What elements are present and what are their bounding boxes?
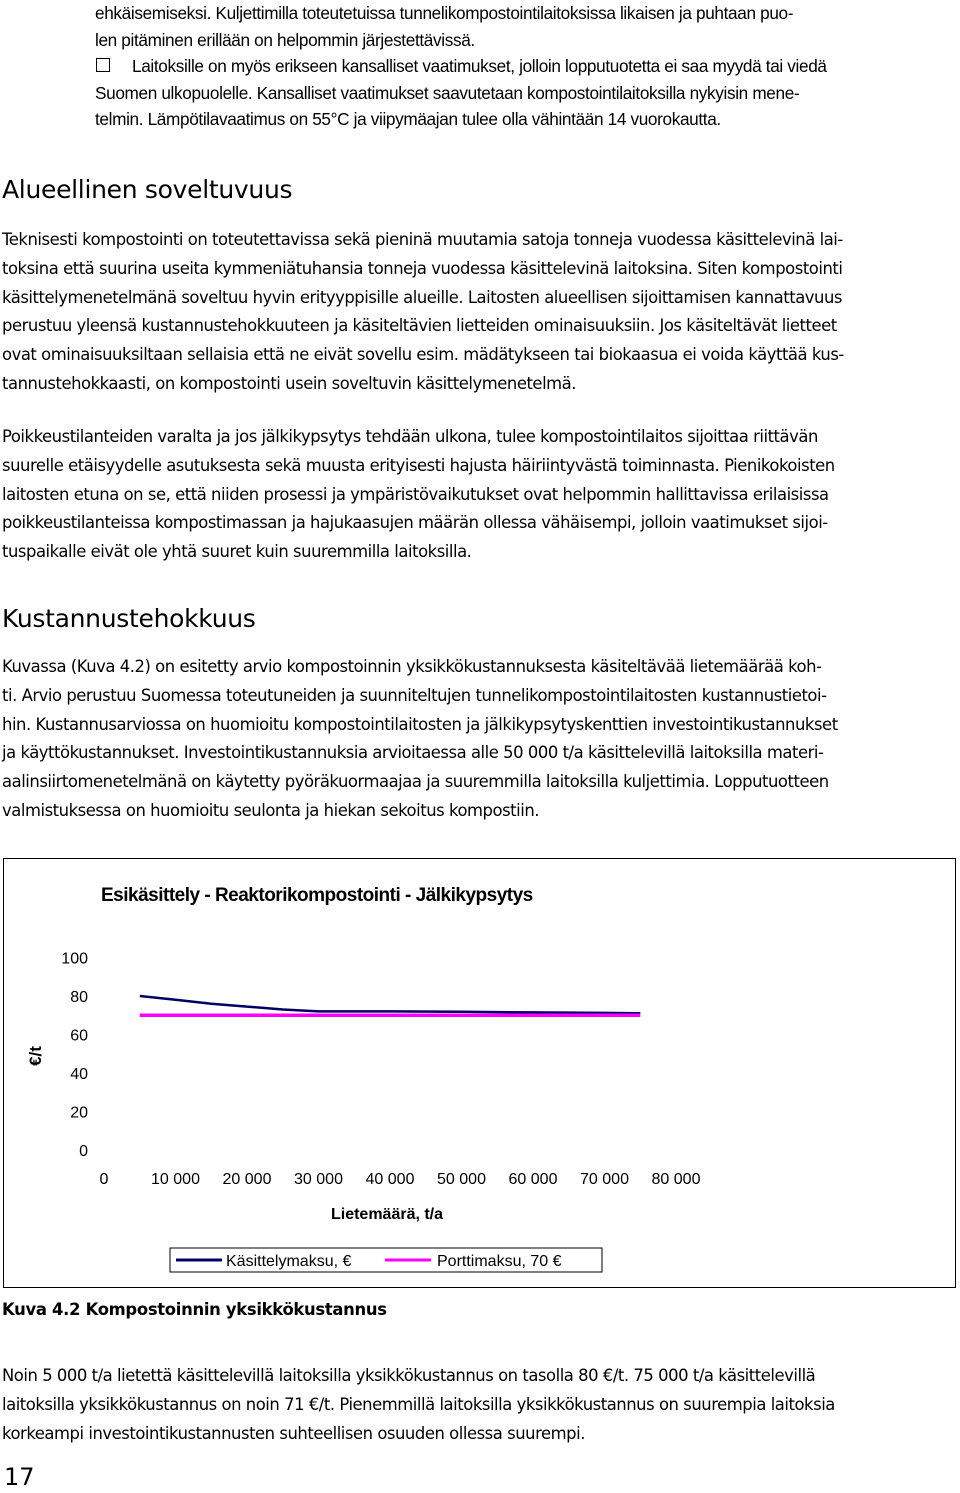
paragraph: [2, 653, 960, 826]
text-line: Laitoksille on myös erikseen kansalliset vaatimukset, jolloin lopputuotetta ei saa myydä tai viedä: [132, 56, 827, 76]
text-line: len pitäminen erillään on helpommin järjestettävissä.: [95, 29, 475, 50]
x-tick-label: 0: [99, 1171, 109, 1188]
text-line: laitosten etuna on se, että niiden prosessi ja ympäristövaikutukset ovat helpommin hallittavissa erilaisissa: [2, 484, 829, 504]
text-line: ti. Arvio perustuu Suomessa toteutuneiden ja suunniteltujen tunnelikompostointilaitosten kustannustietoi-: [2, 685, 827, 705]
x-tick-label: 20 000: [222, 1171, 272, 1188]
text-line: Teknisesti kompostointi on toteutettavissa sekä pieninä muutamia satoja tonneja vuodessa käsittelevinä lai-: [2, 230, 843, 249]
checkbox-bullet-icon: [96, 58, 110, 72]
top-text-block: [95, 0, 960, 133]
y-axis-ticks: [61, 951, 88, 1161]
text-line: aalinsiirtomenetelmänä on käytetty pyöräkuormaajaa ja suuremmilla laitoksilla kuljettimia. Lopputuotteen: [2, 772, 829, 792]
x-axis-label: Lietemäärä, t/a: [330, 1206, 444, 1223]
text-line: ovat ominaisuuksiltaan sellaisia että ne eivät sovellu esim. mädätykseen tai biokaasua ei voida käyttää kus-: [2, 345, 844, 365]
text-line: tannustehokkaasti, on kompostointi usein soveltuvin käsittelymenetelmä.: [2, 373, 577, 393]
x-tick-label: 30 000: [294, 1171, 343, 1188]
text-line: telmin. Lämpötilavaatimus on 55°C ja viipymäajan tulee olla vähintään 14 vuorokautta.: [95, 109, 721, 129]
x-tick-label: 40 000: [365, 1171, 415, 1188]
page-number: 17: [4, 1463, 35, 1491]
line-chart: [4, 859, 955, 1287]
figure-caption: Kuva 4.2 Kompostoinnin yksikkökustannus: [2, 1300, 387, 1319]
x-axis-ticks: [100, 1171, 701, 1188]
chart-title: Esikäsittely - Reaktorikompostointi - Jälkikypsytys: [101, 885, 533, 906]
text-line: poikkeustilanteissa kompostimassan ja hajukaasujen määrän ollessa vähäisempi, jolloin vaatimukset sijoi-: [2, 513, 828, 533]
section-heading: Alueellinen soveltuvuus: [2, 175, 293, 204]
text-line: suurelle etäisyydelle asutuksesta sekä muusta erityisesti hajusta häiriintyvästä toiminnasta. Pienikokoisten: [2, 455, 835, 475]
paragraph: [2, 1362, 960, 1448]
text-line: ja käyttökustannukset. Investointikustannuksia arvioitaessa alle 50 000 t/a käsittelevillä laitoksilla materi-: [2, 743, 824, 763]
bullet-item: [95, 53, 960, 80]
chart-legend: [176, 1253, 562, 1270]
y-tick-label: 0: [79, 1143, 88, 1160]
text-line: Poikkeustilanteiden varalta ja jos jälkikypsytys tehdään ulkona, tulee kompostointilaitos sijoittaa riittävän: [2, 427, 818, 446]
chart-figure: [3, 858, 956, 1288]
y-tick-label: 80: [70, 989, 88, 1006]
y-tick-label: 40: [70, 1066, 88, 1083]
text-line: ehkäisemiseksi. Kuljettimilla toteutetuissa tunnelikompostointilaitoksissa likaisen ja puhtaan puo-: [95, 3, 794, 23]
legend-label: Käsittelymaksu, €: [226, 1253, 352, 1270]
x-tick-label: 10 000: [151, 1171, 200, 1188]
x-tick-label: 80 000: [651, 1171, 701, 1188]
chart-series: [140, 996, 641, 1015]
paragraph: [2, 423, 960, 567]
y-axis-label: €/t: [26, 1046, 45, 1066]
x-tick-label: 50 000: [437, 1171, 486, 1188]
section-heading: Kustannustehokkuus: [2, 604, 256, 633]
y-tick-label: 60: [70, 1027, 88, 1045]
y-tick-label: 100: [61, 950, 88, 968]
text-line: Suomen ulkopuolelle. Kansalliset vaatimukset saavutetaan kompostointilaitoksilla nykyisin mene-: [95, 82, 800, 103]
text-line: tuspaikalle eivät ole yhtä suuret kuin suuremmilla laitoksilla.: [2, 542, 472, 562]
text-line: käsittelymenetelmänä soveltuu hyvin erityyppisille alueille. Laitosten alueellisen sijoittamisen kannattavuus: [2, 287, 842, 307]
legend-label: Porttimaksu, 70 €: [437, 1253, 562, 1270]
text-line: toksina että suurina useita kymmeniätuhansia tonneja vuodessa käsittelevinä laitoksina. Siten kompostointi: [2, 258, 843, 278]
text-line: hin. Kustannusarviossa on huomioitu kompostointilaitosten ja jälkikypsytyskenttien investointikustannukset: [2, 714, 838, 734]
paragraph: [2, 226, 960, 399]
text-line: valmistuksessa on huomioitu seulonta ja hiekan sekoitus kompostiin.: [2, 800, 540, 820]
x-tick-label: 60 000: [508, 1171, 558, 1188]
series-line: [140, 996, 641, 1013]
text-line: Noin 5 000 t/a lietettä käsittelevillä laitoksilla yksikkökustannus on tasolla 80 €/t. 75 000 t/a käsittelevillä: [2, 1366, 816, 1385]
text-line: korkeampi investointikustannusten suhteellisen osuuden ollessa suurempi.: [2, 1423, 585, 1443]
text-line: laitoksilla yksikkökustannus on noin 71 €/t. Pienemmillä laitoksilla yksikkökustannus on suurempia laitoksia: [2, 1394, 835, 1414]
y-tick-label: 20: [70, 1104, 88, 1122]
text-line: Kuvassa (Kuva 4.2) on esitetty arvio kompostoinnin yksikkökustannuksesta käsiteltävää lietemäärää koh-: [2, 657, 822, 676]
x-tick-label: 70 000: [580, 1171, 629, 1188]
text-line: perustuu yleensä kustannustehokkuuteen ja käsiteltävien lietteiden ominaisuuksiin. Jos käsiteltävät lietteet: [2, 316, 837, 336]
